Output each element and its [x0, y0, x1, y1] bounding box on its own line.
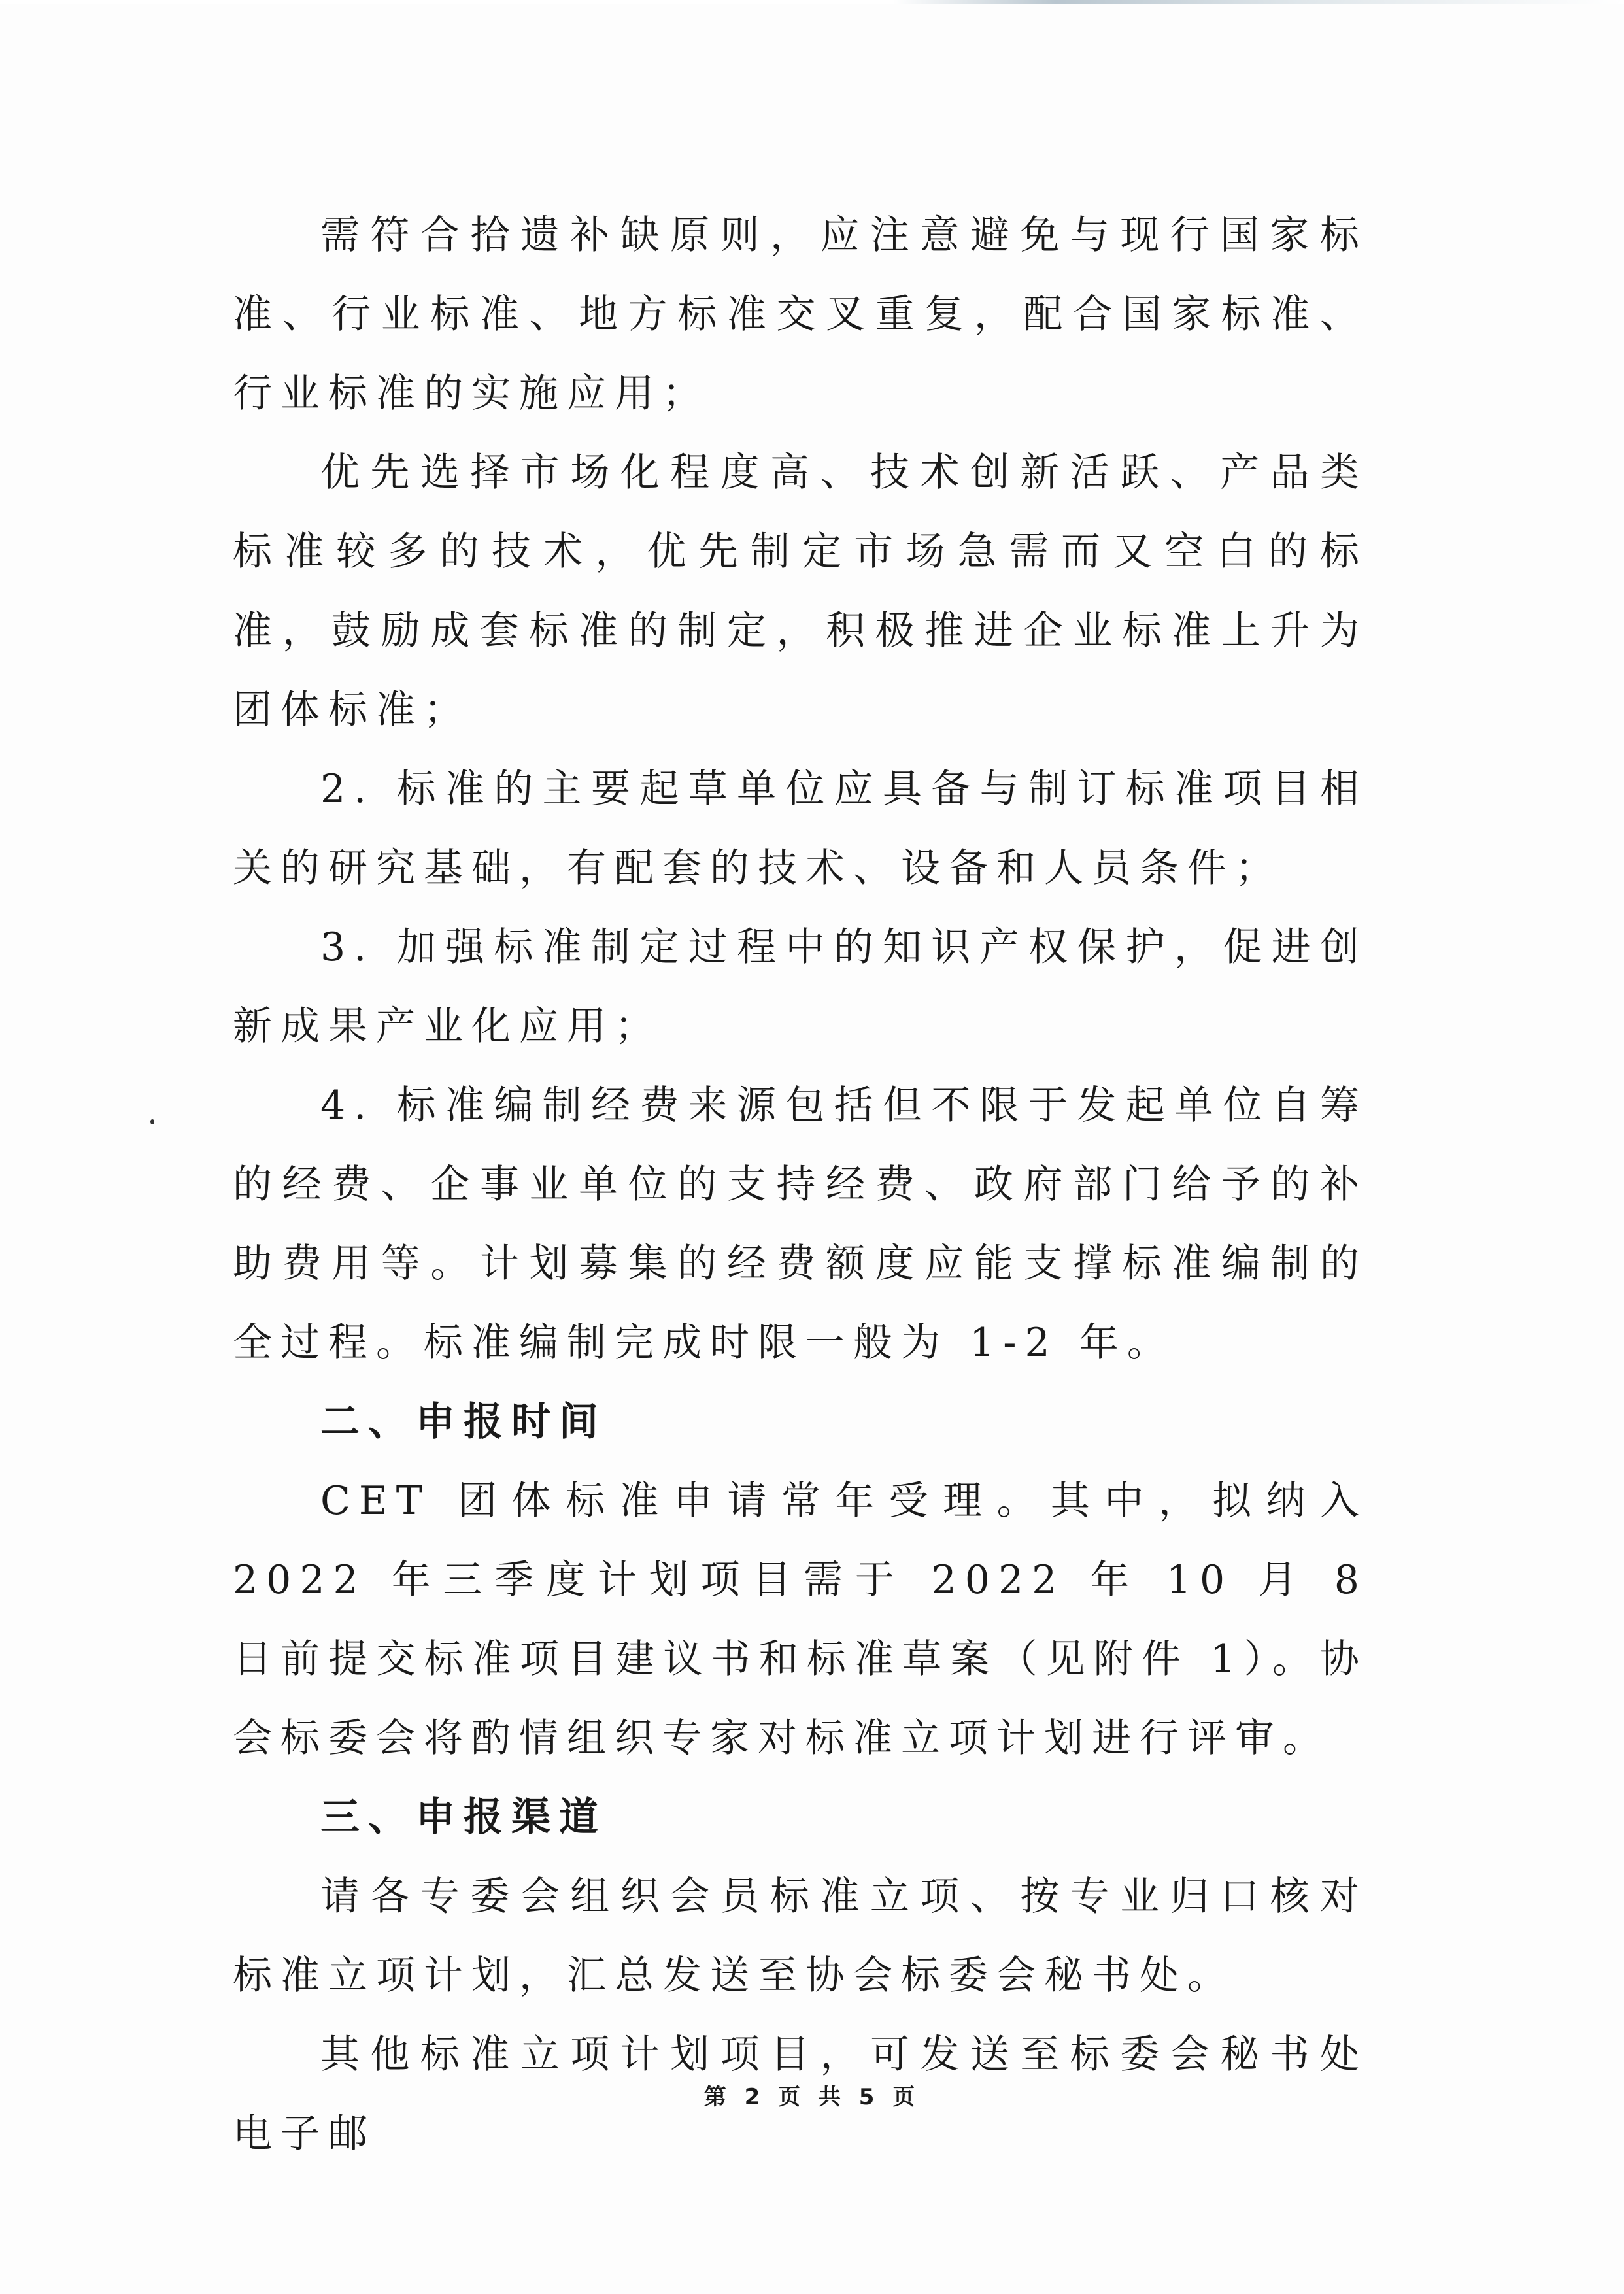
section-heading-application-time: 二、申报时间 — [320, 1399, 607, 1445]
scan-dot-artifact — [150, 1119, 154, 1124]
paragraph-item-2: 2. 标准的主要起草单位应具备与制订标准项目相关的研究基础，有配套的技术、设备和人员条件； — [233, 766, 1368, 891]
page-number-footer: 第 2 页 共 5 页 — [703, 2084, 921, 2110]
paragraph-channel-committees: 请各专委会组织会员标准立项、按专业归口核对标准立项计划，汇总发送至协会标委会秘书处。 — [233, 1874, 1368, 1999]
paragraph-priority: 优先选择市场化程度高、技术创新活跃、产品类标准较多的技术，优先制定市场急需而又空白的标准，鼓励成套标准的制定，积极推进企业标准上升为团体标准； — [233, 450, 1368, 733]
document-body — [233, 196, 1368, 2174]
paragraph-item-4: 4. 标准编制经费来源包括但不限于发起单位自筹的经费、企事业单位的支持经费、政府部门给予的补助费用等。计划募集的经费额度应能支撑标准编制的全过程。标准编制完成时限一般为 1-2 年。 — [233, 1083, 1368, 1366]
scan-edge-artifact — [0, 0, 1624, 4]
paragraph-channel-other: 其他标准立项计划项目，可发送至标委会秘书处电子邮 — [233, 2032, 1368, 2157]
paragraph-item-3: 3. 加强标准制定过程中的知识产权保护，促进创新成果产业化应用； — [233, 924, 1368, 1049]
paragraph-principle: 需符合拾遗补缺原则，应注意避免与现行国家标准、行业标准、地方标准交叉重复，配合国家标准、行业标准的实施应用； — [233, 212, 1368, 416]
paragraph-application-time: CET 团体标准申请常年受理。其中，拟纳入 2022 年三季度计划项目需于 2022 年 10 月 8 日前提交标准项目建议书和标准草案（见附件 1）。协会标委会将酌情组织专家对标准立项计划进行评审。 — [233, 1478, 1368, 1761]
section-heading-application-channel: 三、申报渠道 — [320, 1795, 607, 1840]
